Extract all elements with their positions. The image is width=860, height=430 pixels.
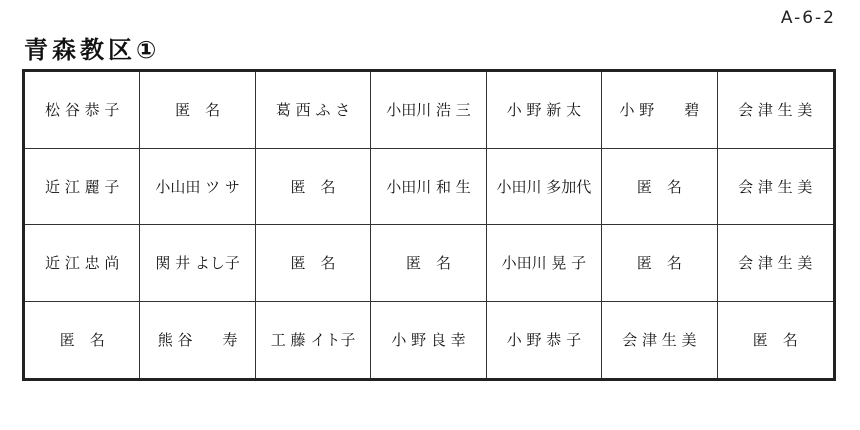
page-title: 青森教区① <box>24 36 161 64</box>
table-cell: 匿 名 <box>256 225 371 302</box>
table-cell: 小田川 晃 子 <box>487 225 602 302</box>
table-cell: 会 津 生 美 <box>602 302 717 379</box>
table-cell: 小山田 ツ サ <box>140 149 255 226</box>
table-cell: 小 野 碧 <box>602 72 717 149</box>
table-cell: 匿 名 <box>25 302 140 379</box>
table-cell: 会 津 生 美 <box>718 149 833 226</box>
table-cell: 会 津 生 美 <box>718 225 833 302</box>
table-cell: 小 野 恭 子 <box>487 302 602 379</box>
table-cell: 小 野 新 太 <box>487 72 602 149</box>
names-table <box>22 69 836 381</box>
table-cell: 熊 谷 寿 <box>140 302 255 379</box>
table-cell: 匿 名 <box>602 149 717 226</box>
table-cell: 関 井 よし子 <box>140 225 255 302</box>
page-code: A-6-2 <box>780 8 836 28</box>
table-cell: 近 江 忠 尚 <box>25 225 140 302</box>
table-cell: 匿 名 <box>371 225 486 302</box>
table-cell: 小 野 良 幸 <box>371 302 486 379</box>
table-cell: 小田川 浩 三 <box>371 72 486 149</box>
table-cell: 匿 名 <box>140 72 255 149</box>
table-cell: 近 江 麗 子 <box>25 149 140 226</box>
table-cell: 松 谷 恭 子 <box>25 72 140 149</box>
table-cell: 会 津 生 美 <box>718 72 833 149</box>
table-cell: 匿 名 <box>256 149 371 226</box>
table-cell: 匿 名 <box>602 225 717 302</box>
table-cell: 葛 西 ふ さ <box>256 72 371 149</box>
table-cell: 匿 名 <box>752 331 798 350</box>
table-cell: 工 藤 イト子 <box>256 302 371 379</box>
table-cell: 小田川 和 生 <box>371 149 486 226</box>
table-cell: 小田川 多加代 <box>487 149 602 226</box>
